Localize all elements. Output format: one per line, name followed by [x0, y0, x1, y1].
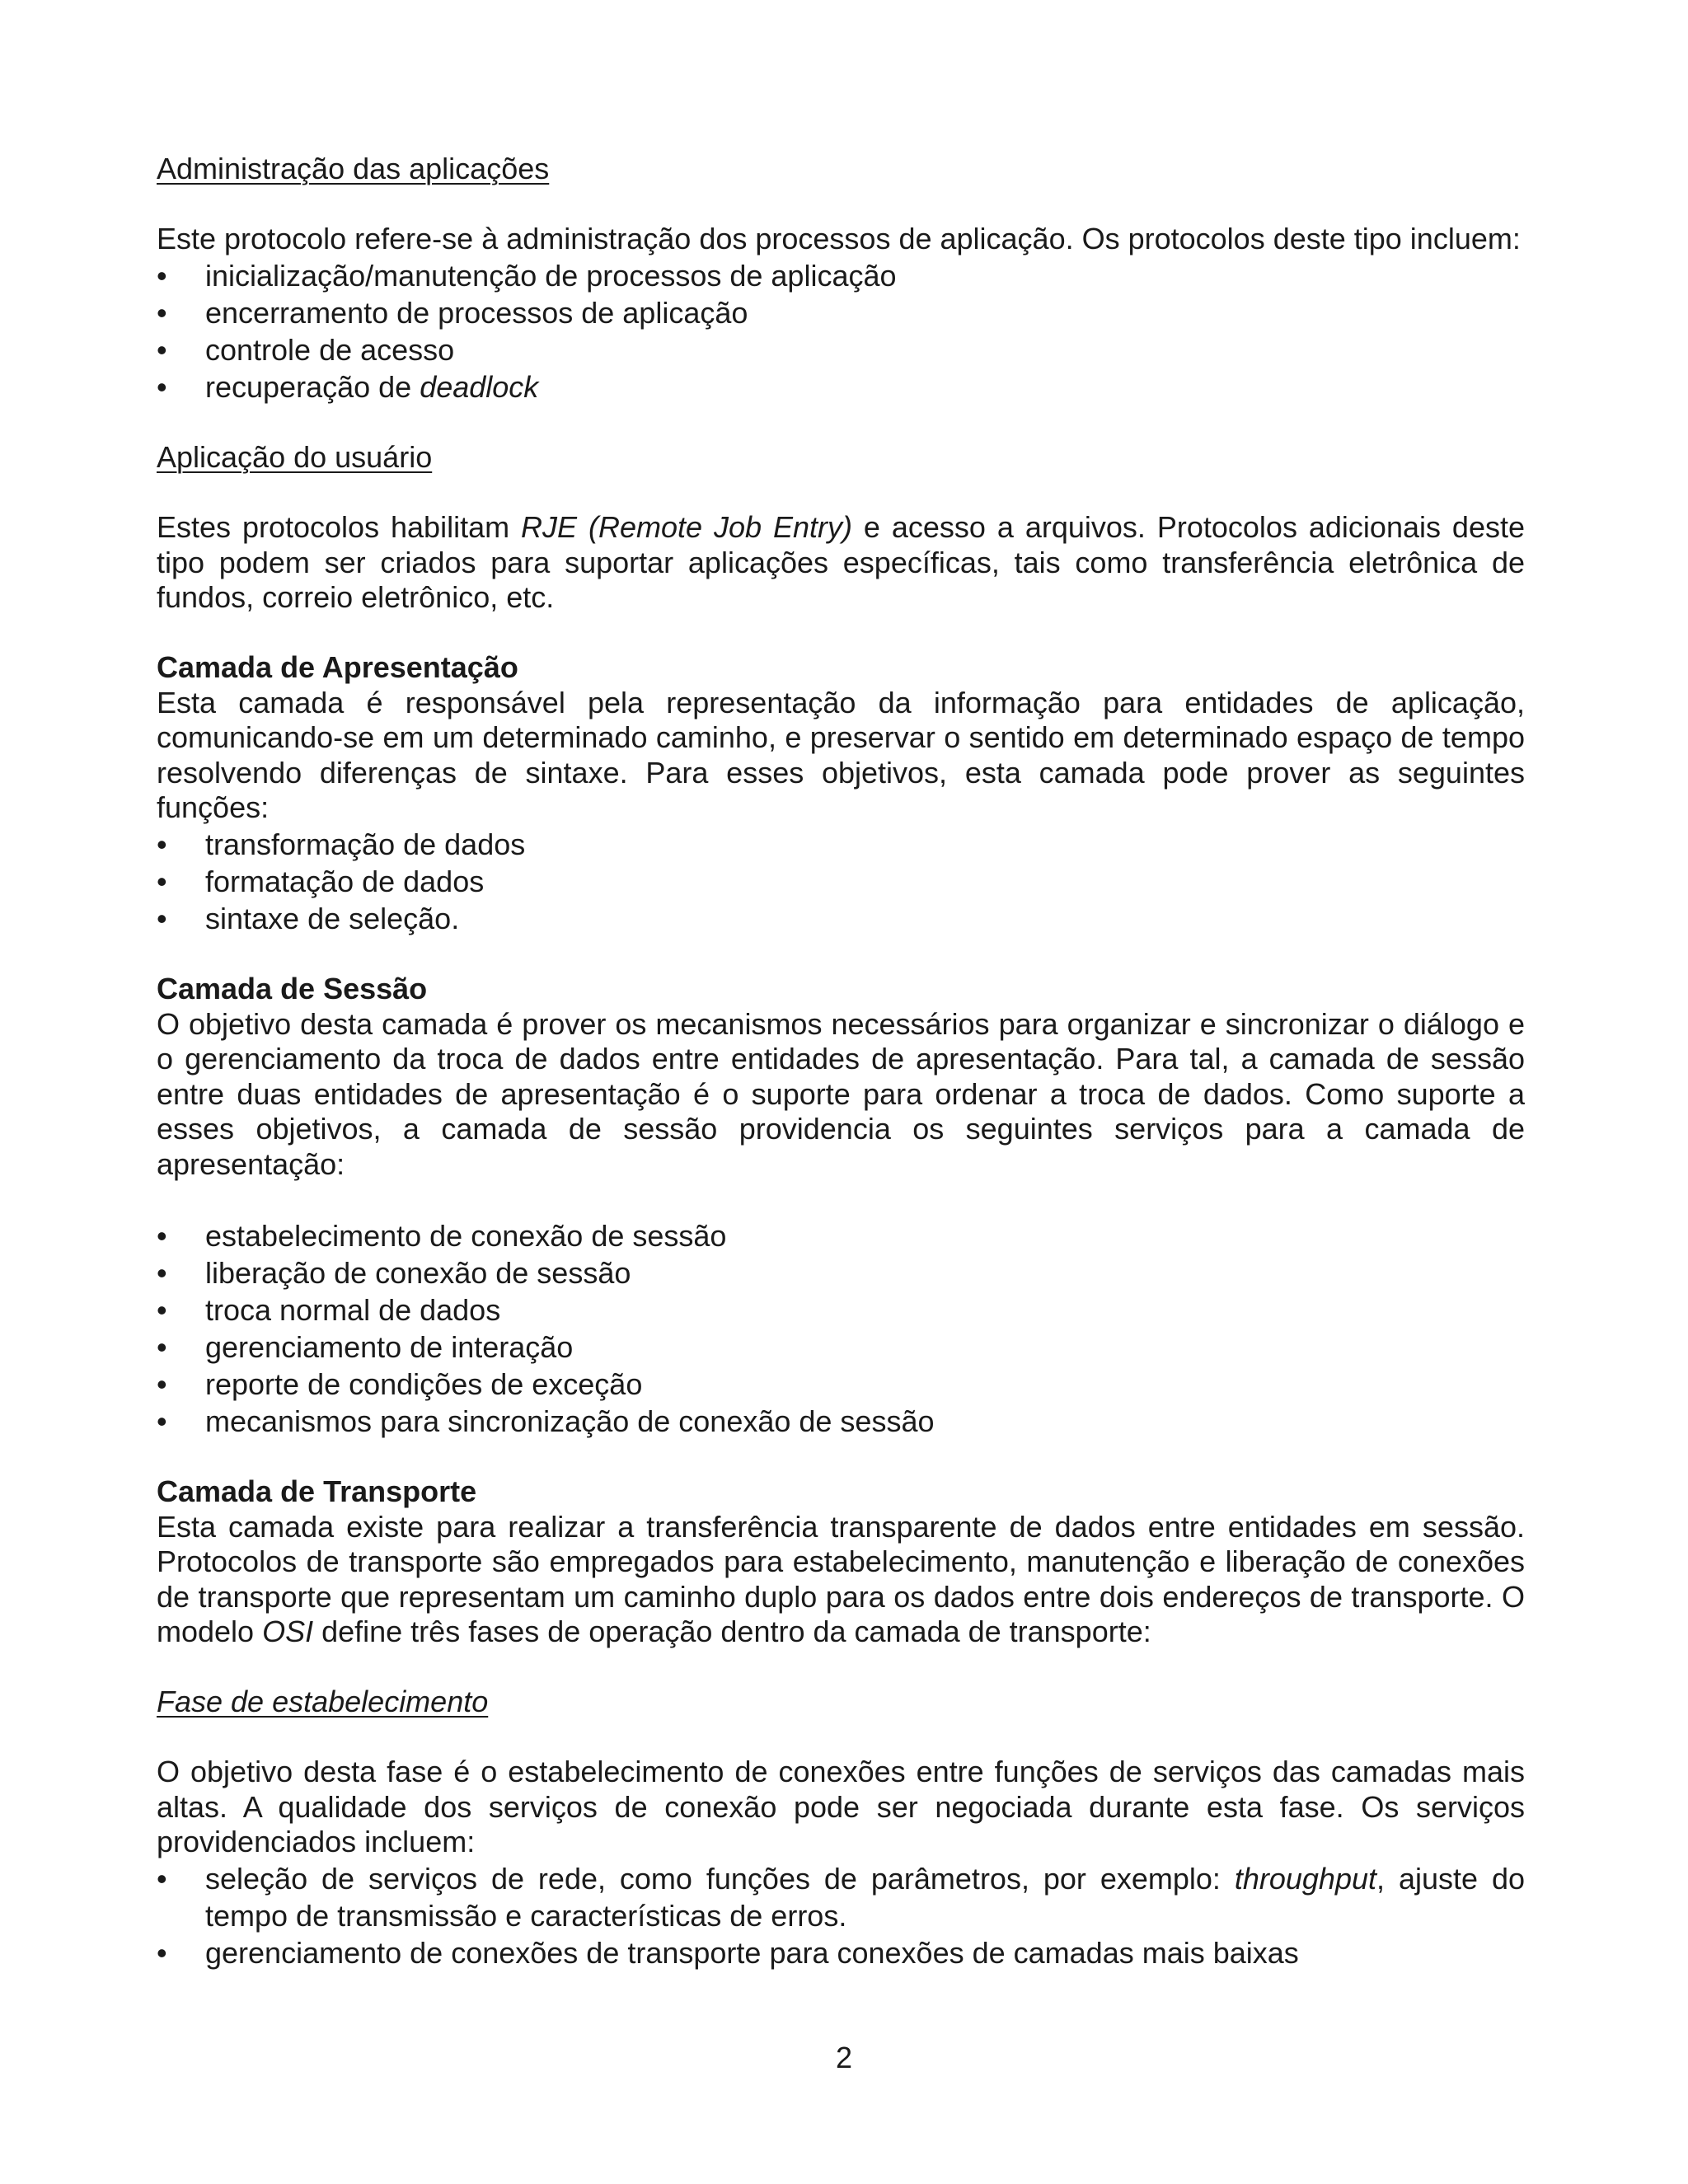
bullet-list-session: [157, 1217, 1525, 1440]
section-heading-admin: Administração das aplicações: [157, 152, 550, 185]
paragraph-session: O objetivo desta camada é prover os mecanismos necessários para organizar e sincronizar o diálogo e o gerenciamento da troca de dados entre entidades de apresentação. Para tal, a camada de sessão entre duas entidades de apresentação é o suporte para ordenar a troca de dados. Como suporte a esses objetivos, a camada de sessão providencia os seguintes serviços para a camada de apresentação:: [157, 1006, 1525, 1181]
document-page: [157, 152, 1525, 1971]
paragraph-establishment: O objetivo desta fase é o estabelecimento de conexões entre funções de serviços das camadas mais altas. A qualidade dos serviços de conexão pode ser negociada durante esta fase. Os serviços providenciados incluem:: [157, 1755, 1525, 1858]
list-item: • transformação de dados: [157, 826, 1525, 863]
list-item: • sintaxe de seleção.: [157, 900, 1525, 937]
list-item: • formatação de dados: [157, 863, 1525, 900]
paragraph-user-app: Estes protocolos habilitam RJE (Remote Job Entry) e acesso a arquivos. Protocolos adicionais deste tipo podem ser criados para suportar aplicações específicas, tais como transferência eletrônica de fundos, correio eletrônico, etc.: [157, 510, 1525, 614]
bullet-list-admin: [157, 257, 1525, 405]
paragraph-presentation: Esta camada é responsável pela representação da informação para entidades de aplicação, comunicando-se em um determinado caminho, e preservar o sentido em determinado espaço de tempo resolvendo diferenças de sintaxe. Para esses objetivos, esta camada pode prover as seguintes funções:: [157, 685, 1525, 824]
list-item: • liberação de conexão de sessão: [157, 1254, 1525, 1291]
section-heading-transport: Camada de Transporte: [157, 1474, 477, 1508]
section-heading-session: Camada de Sessão: [157, 972, 428, 1005]
bullet-list-presentation: [157, 826, 1525, 937]
list-item: • controle de acesso: [157, 331, 1525, 368]
section-heading-user-app: Aplicação do usuário: [157, 440, 433, 474]
paragraph-admin-intro: Este protocolo refere-se à administração dos processos de aplicação. Os protocolos deste tipo incluem:: [157, 222, 1521, 255]
list-item: • gerenciamento de conexões de transporte para conexões de camadas mais baixas: [157, 1934, 1525, 1971]
section-heading-establishment: Fase de estabelecimento: [157, 1685, 489, 1718]
list-item: • reporte de condições de exceção: [157, 1366, 1525, 1403]
list-item: • estabelecimento de conexão de sessão: [157, 1217, 1525, 1254]
list-item: • gerenciamento de interação: [157, 1329, 1525, 1366]
list-item: • inicialização/manutenção de processos de aplicação: [157, 257, 1525, 294]
list-item: • mecanismos para sincronização de conexão de sessão: [157, 1403, 1525, 1440]
page-number: 2: [835, 2041, 853, 2074]
bullet-list-establishment: [157, 1860, 1525, 1971]
list-item: • troca normal de dados: [157, 1291, 1525, 1329]
list-item: • encerramento de processos de aplicação: [157, 294, 1525, 331]
paragraph-transport: Esta camada existe para realizar a transferência transparente de dados entre entidades em sessão. Protocolos de transporte são empregados para estabelecimento, manutenção e liberação de conexões de transporte que representam um caminho duplo para os dados entre dois endereços de transporte. O modelo OSI define três fases de operação dentro da camada de transporte:: [157, 1509, 1525, 1648]
list-item: • recuperação de deadlock: [157, 368, 1525, 405]
list-item: • seleção de serviços de rede, como funções de parâmetros, por exemplo: throughput, ajuste do tempo de transmissão e características de erros.: [157, 1860, 1525, 1934]
section-heading-presentation: Camada de Apresentação: [157, 650, 518, 684]
